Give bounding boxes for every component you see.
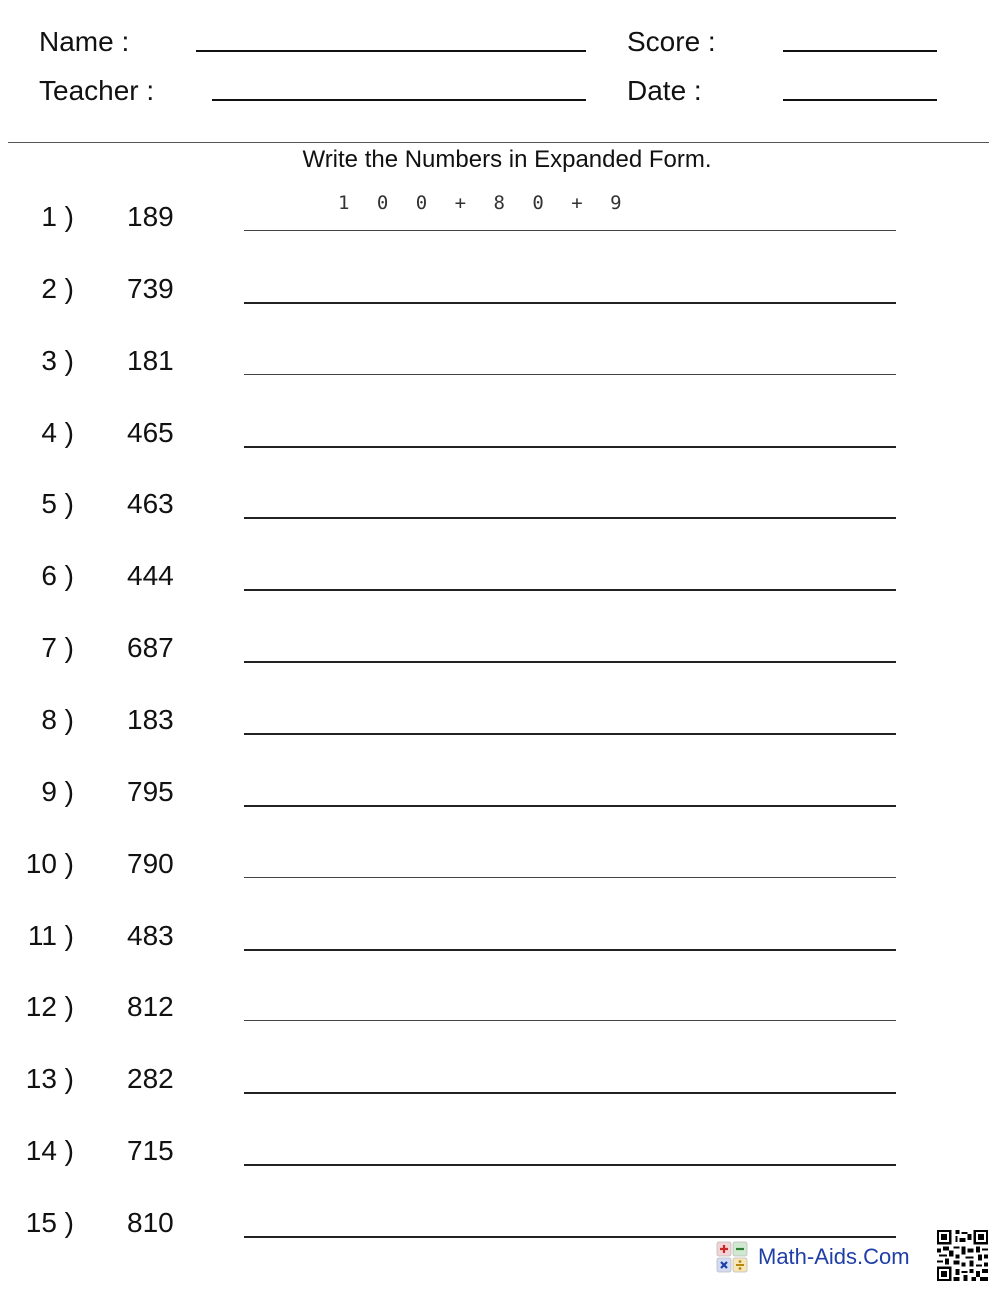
problem-row: [0, 345, 1000, 405]
problem-row: [0, 488, 1000, 548]
problem-number: 14 ): [25, 1135, 74, 1166]
problem-row: [0, 920, 1000, 980]
teacher-field-line[interactable]: [212, 99, 586, 101]
problem-row: [0, 192, 1000, 261]
instructions: Write the Numbers in Expanded Form.: [302, 146, 712, 173]
problem-number: 9 ): [41, 776, 74, 807]
problem-row: [0, 417, 1000, 477]
problem-number: 4 ): [41, 417, 74, 448]
score-field-line[interactable]: [783, 50, 937, 52]
answer-line[interactable]: [244, 446, 896, 448]
name-field-line[interactable]: [196, 50, 586, 52]
problem-number: 5 ): [41, 488, 74, 519]
problem-row: [0, 560, 1000, 620]
answer-text[interactable]: 1 0 0 + 8 0 + 9: [338, 192, 630, 214]
answer-line[interactable]: [244, 805, 896, 807]
answer-line[interactable]: [244, 1236, 896, 1238]
problem-number: 12 ): [25, 991, 74, 1022]
problem-value: 183: [127, 704, 174, 735]
answer-line[interactable]: [244, 230, 896, 231]
date-field-line[interactable]: [783, 99, 937, 101]
problem-value: 463: [127, 488, 174, 519]
problem-value: 790: [127, 848, 174, 879]
answer-line[interactable]: [244, 1164, 896, 1166]
problem-row: [0, 273, 1000, 333]
name-label: Name :: [39, 26, 130, 57]
problem-value: 483: [127, 920, 174, 951]
problem-number: 15 ): [25, 1207, 74, 1238]
problem-row: [0, 632, 1000, 692]
problem-value: 687: [127, 632, 174, 663]
answer-line[interactable]: [244, 661, 896, 663]
problem-value: 189: [127, 201, 174, 232]
answer-line[interactable]: [244, 877, 896, 878]
qr-code-icon: [937, 1230, 988, 1281]
answer-line[interactable]: [244, 949, 896, 951]
problem-value: 812: [127, 991, 174, 1022]
problem-number: 1 ): [41, 201, 74, 232]
problem-row: [0, 1063, 1000, 1123]
problem-number: 3 ): [41, 345, 74, 376]
problem-value: 715: [127, 1135, 174, 1166]
problem-value: 444: [127, 560, 174, 591]
problem-value: 739: [127, 273, 174, 304]
problem-number: 7 ): [41, 632, 74, 663]
answer-line[interactable]: [244, 374, 896, 375]
problem-number: 6 ): [41, 560, 74, 591]
problem-number: 11 ): [27, 920, 74, 951]
problem-row: [0, 1135, 1000, 1195]
answer-line[interactable]: [244, 589, 896, 591]
answer-line[interactable]: [244, 1092, 896, 1094]
answer-line[interactable]: [244, 733, 896, 735]
problem-number: 2 ): [41, 273, 74, 304]
problem-row: [0, 848, 1000, 908]
problem-number: 10 ): [25, 848, 74, 879]
problem-value: 282: [127, 1063, 174, 1094]
score-label: Score :: [627, 26, 716, 57]
problem-number: 13 ): [25, 1063, 74, 1094]
problem-value: 181: [127, 345, 174, 376]
site-name-link[interactable]: Math-Aids.Com: [758, 1244, 910, 1269]
problem-row: [0, 776, 1000, 836]
answer-line[interactable]: [244, 517, 896, 519]
math-operators-icon: [716, 1241, 748, 1273]
problem-row: [0, 991, 1000, 1051]
problem-value: 465: [127, 417, 174, 448]
problem-value: 810: [127, 1207, 174, 1238]
problem-row: [0, 704, 1000, 764]
header-divider: [8, 142, 989, 143]
problem-value: 795: [127, 776, 174, 807]
date-label: Date :: [627, 75, 702, 106]
answer-line[interactable]: [244, 302, 896, 304]
answer-line[interactable]: [244, 1020, 896, 1021]
problem-number: 8 ): [41, 704, 74, 735]
teacher-label: Teacher :: [39, 75, 155, 106]
